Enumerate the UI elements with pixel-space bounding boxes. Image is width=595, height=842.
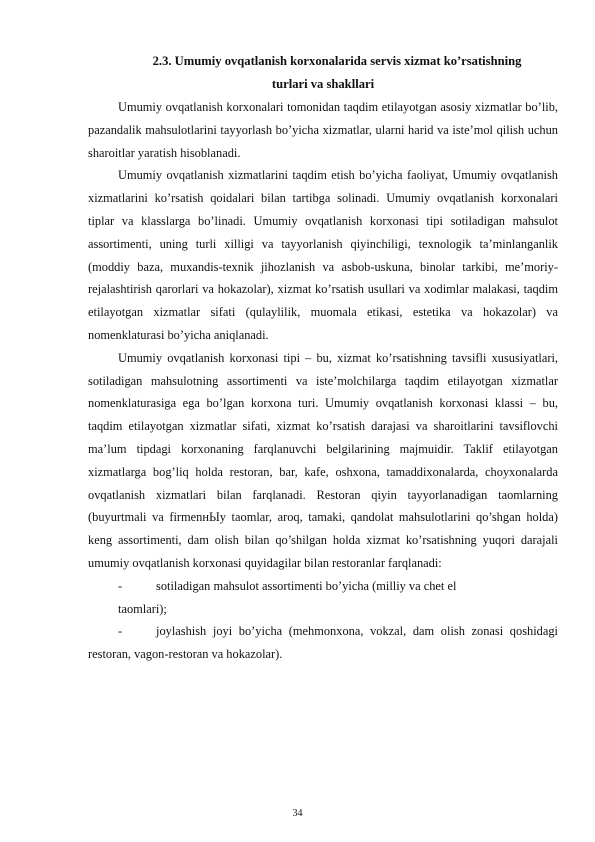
heading-line-2: turlari va shakllari	[271, 77, 375, 91]
paragraph-1: Umumiy ovqatlanish korxonalari tomonidan taqdim etilayotgan asosiy xizmatlar bo’lib, pazandalik mahsulotlarini tayyorlash bo’yicha xizmatlar, ularni harid va iste’mol qilish uchun sharoitlar yaratish hisoblanadi.	[88, 100, 558, 160]
bullet-item-1	[88, 575, 558, 598]
page-number: 34	[292, 808, 303, 819]
bullet-text: joylashish joyi bo’yicha (mehmonxona, vokzal, dam olish zonasi qoshidagi restoran, vagon-restoran va hokazolar).	[88, 624, 558, 662]
document-page	[88, 50, 558, 666]
bullet-dash: -	[118, 624, 123, 639]
bullet-item-2	[88, 620, 558, 666]
bullet-item-1-continuation	[88, 598, 558, 621]
heading-line-1: 2.3. Umumiy ovqatlanish korxonalarida servis xizmat ko’rsatishning	[152, 54, 522, 68]
paragraph-3: Umumiy ovqatlanish korxonasi tipi – bu, xizmat ko’rsatishning tavsifli xususiyatlari, sotiladigan mahsulotning assortimenti va iste’molchilarga taqdim etilayotgan xizmatlar nomenklaturasiga ega bo’lgan korxona turi. Umumiy ovqatlanish korxonasi klassi – bu, taqdim etilayotgan xizmatlar sifati, xizmat ko’rsatish darajasi va sharoitlarini tavsiflovchi ma’lum tipdagi korxonaning farqlanuvchi belgilarining majmuidir. Taklif etilayotgan xizmatlarga bog’liq holda restoran, bar, kafe, oshxona, tamaddixonalarda, choyxonalarda ovqatlanish xizmatlari bilan farqlanadi. Restoran qiyin tayyorlanadigan taomlarning (buyurtmali va firmenнЫу taomlar, aroq, tamaki, qandolat mahsulotlarini qo’shgan holda) keng assortimenti, dam olish bilan qo’shilgan holda xizmat ko’rsatishning yuqori darajali umumiy ovqatlanish korxonasi quyidagilar bilan restoranlar farqlanadi:	[88, 350, 558, 570]
bullet-text: sotiladigan mahsulot assortimenti bo’yicha (milliy va chet el	[156, 578, 457, 593]
section-heading	[88, 50, 558, 96]
bullet-text-continuation: taomlari);	[118, 601, 167, 616]
paragraph-2: Umumiy ovqatlanish xizmatlarini taqdim etish bo’yicha faoliyat, Umumiy ovqatlanish xizmatlarini ko’rsatish qoidalari bilan tartibga solinadi. Umumiy ovqatlanish korxonalari tiplar va klasslarga bo’linadi. Umumiy ovqatlanish korxonasi tipi sotiladigan mahsulot assortimenti, uning turli xilligi va tayyorlanish qiyinchiligi, texnologik ta’minlanganlik (moddiy baza, muxandis-texnik jihozlanish va asbob-uskuna, binolar tarkibi, me’moriy-rejalashtirish qarorlari va hokazolar), xizmat ko’rsatish usullari va xodimlar malakasi, taqdim etilayotgan xizmatlar sifati (qulaylilik, muomala etikasi, estetika va hokazolar) va nomenklaturasi bo’yicha aniqlanadi.	[88, 168, 558, 342]
bullet-dash: -	[118, 578, 123, 593]
